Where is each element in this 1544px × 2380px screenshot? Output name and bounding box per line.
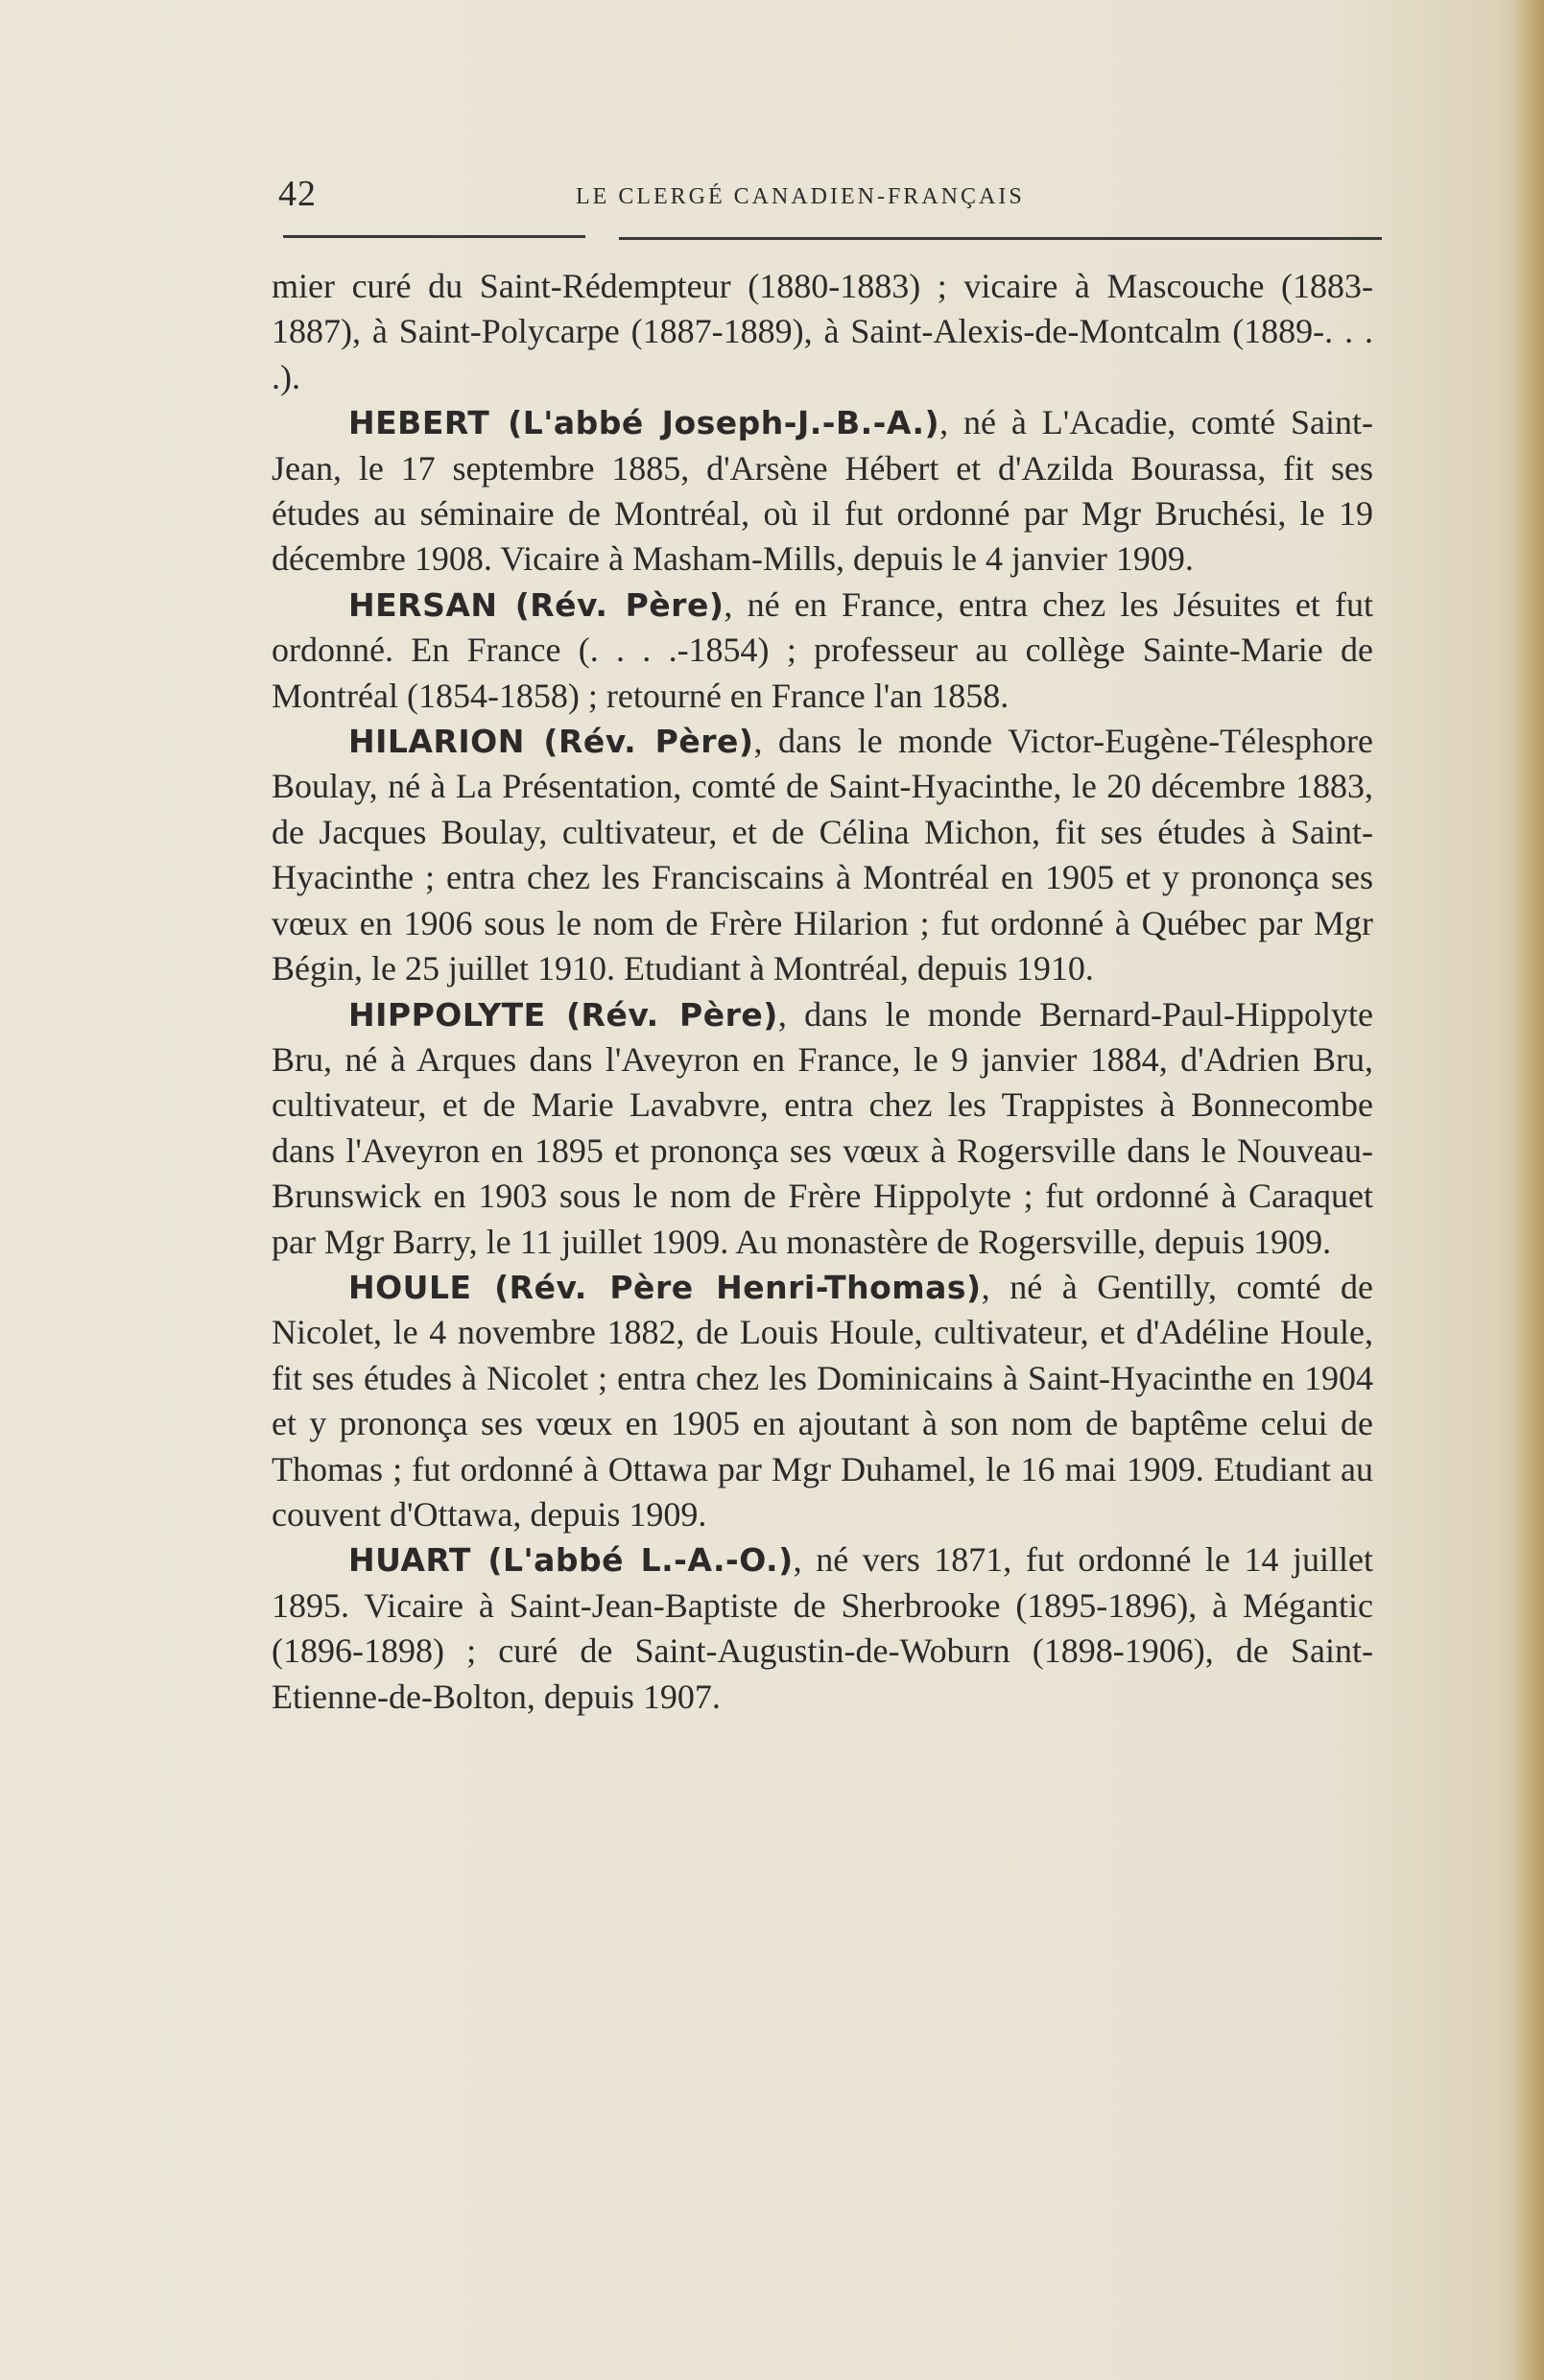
entry-text: , dans le monde Bernard-Paul-Hippolyte Bru, né à Arques dans l'Aveyron en France, le 9 janvier 1884, d'Adrien Bru, cultivateur, et de Marie Lavabvre, entra chez les Trappistes à Bonnecombe dans l'Aveyron en 1895 et prononça ses vœux à Rogersville dans le Nouveau-Brunswick en 1903 sous le nom de Frère Hippolyte ; fut ordonné à Caraquet par Mgr Barry, le 11 juillet 1909. Au monastère de Rogersville, depuis 1909. xyxy=(272,994,1373,1261)
entry-hebert xyxy=(272,400,1373,583)
body-text xyxy=(272,264,1373,1720)
entry-text: , né vers 1871, fut ordonné le 14 juillet 1895. Vicaire à Saint-Jean-Baptiste de Sherbrooke (1895-1896), à Mégantic (1896-1898) ; curé de Saint-Augustin-de-Woburn (1898-1906), de Saint-Etienne-de-Bolton, depuis 1907. xyxy=(272,1540,1373,1716)
entry-name: HERSAN (Rév. Père) xyxy=(348,585,724,624)
page-header xyxy=(278,173,1382,230)
entry-hilarion xyxy=(272,719,1373,991)
entry-name: HEBERT (L'abbé Joseph-J.-B.-A.) xyxy=(348,404,940,442)
entry-text: , né à Gentilly, comté de Nicolet, le 4 novembre 1882, de Louis Houle, cultivateur, et d'Adéline Houle, fit ses études à Nicolet ; entra chez les Dominicains à Saint-Hyacinthe en 1904 et y prononça ses vœux en 1905 en ajoutant à son nom de baptême celui de Thomas ; fut ordonné à Ottawa par Mgr Duhamel, le 16 mai 1909. Etudiant au couvent d'Ottawa, depuis 1909. xyxy=(272,1267,1374,1534)
header-rule-left xyxy=(283,235,585,238)
entry-name: HIPPOLYTE (Rév. Père) xyxy=(348,995,778,1034)
entry-text: , né à L'Acadie, comté Saint-Jean, le 17 septembre 1885, d'Arsène Hébert et d'Azilda Bourassa, fit ses études au séminaire de Montréal, où il fut ordonné par Mgr Bruchési, le 19 décembre 1908. Vicaire à Masham-Mills, depuis le 4 janvier 1909. xyxy=(272,403,1373,579)
entry-huart xyxy=(272,1537,1373,1720)
entry-text: , dans le monde Victor-Eugène-Télesphore Boulay, né à La Présentation, comté de Saint-Hyacinthe, le 20 décembre 1883, de Jacques Boulay, cultivateur, et de Célina Michon, fit ses études à Saint-Hyacinthe ; entra chez les Franciscains à Montréal en 1905 et y prononça ses vœux en 1906 sous le nom de Frère Hilarion ; fut ordonné à Québec par Mgr Bégin, le 25 juillet 1910. Etudiant à Montréal, depuis 1910. xyxy=(272,722,1373,988)
header-rule-right xyxy=(619,237,1382,240)
entry-name: HUART (L'abbé L.-A.-O.) xyxy=(348,1541,794,1580)
entry-hersan xyxy=(272,583,1373,719)
continuation-paragraph: mier curé du Saint-Rédempteur (1880-1883) ; vicaire à Mascouche (1883-1887), à Saint-Polycarpe (1887-1889), à Saint-Alexis-de-Montcalm (1889-. . . .). xyxy=(272,267,1373,396)
page-number: 42 xyxy=(278,174,317,214)
entry-houle xyxy=(272,1265,1373,1537)
entry-name: HOULE (Rév. Père Henri-Thomas) xyxy=(348,1268,982,1306)
entry-text: , né en France, entra chez les Jésuites et fut ordonné. En France (. . . .-1854) ; professeur au collège Sainte-Marie de Montréal (1854-1858) ; retourné en France l'an 1858. xyxy=(272,584,1373,715)
entry-hippolyte xyxy=(272,992,1373,1265)
running-title: LE CLERGÉ CANADIEN-FRANÇAIS xyxy=(576,184,1025,209)
book-spine-edge xyxy=(1515,0,1544,2380)
entry-name: HILARION (Rév. Père) xyxy=(348,723,754,761)
